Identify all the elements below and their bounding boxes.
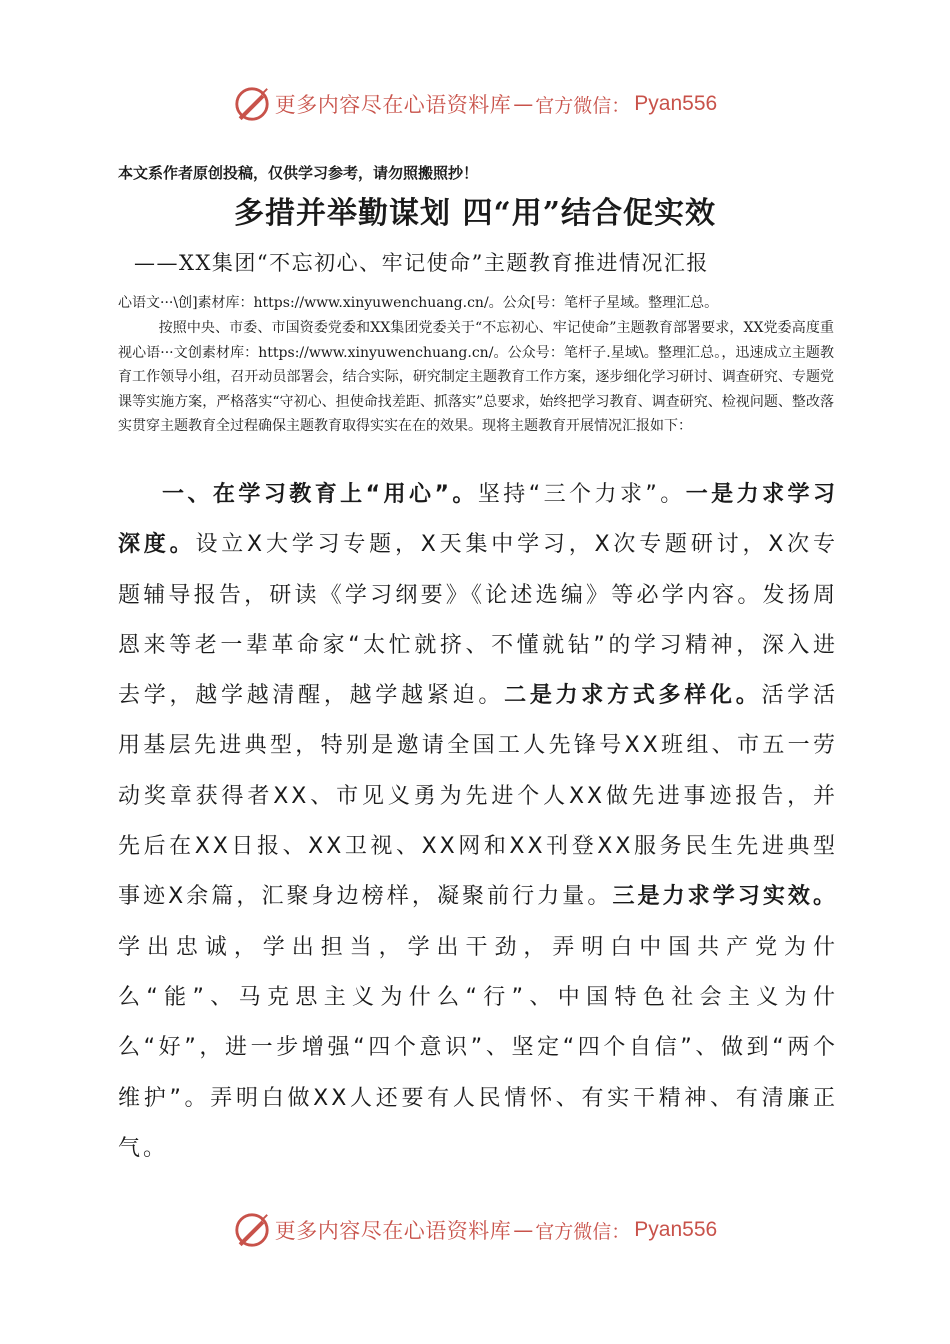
intro-paragraph: 按照中央、市委、市国资委党委和XX集团党委关于“不忘初心、牢记使命”主题教育部署要求，XX党委高度重视心语···文创素材库：https://www.xinyuwenchuang.cn/。公众号：笔杆子.星域\。整理汇总。，迅速成立主题教育工作领导小组，召开动员部署会，结合实际，研究制定主题教育工作方案，逐步细化学习研讨、调查研究、专题党课等实施方案，严格落实“守初心、担使命找差距、抓落实”总要求，始终把学习教育、调查研究、检视问题、整改落实贯穿主题教育全过程确保主题教育取得实实在在的效果。现将主题教育开展情况汇报如下： [118, 320, 834, 435]
point-1-text: 设立X大学习专题，X天集中学习，X次专题研讨，X次专题辅导报告，研读《学习纲要》《论述选编》等必学内容。发扬周恩来等老一辈革命家“太忙就挤、不懂就钻”的学习精神，深入进去学，越学越清醒，越学越紧迫。 [118, 532, 838, 709]
point-3-text: 学出忠诚，学出担当，学出干劲，弄明白中国共产党为什么“能”、马克思主义为什么“行”、中国特色社会主义为什么“好”，进一步增强“四个意识”、坚定“四个自信”、做到“两个维护”。弄明白做XX人还要有人民情怀、有实干精神、有清廉正气。 [118, 934, 838, 1161]
copyright-notice: 本文系作者原创投稿，仅供学习参考，请勿照搬照抄！ [118, 164, 479, 182]
banner-text: 更多内容尽在心语资料库 [274, 93, 512, 117]
point-3-label: 三是力求学习实效。 [612, 884, 838, 910]
section-1-paragraph [118, 470, 838, 1174]
footer-banner-text: 更多内容尽在心语资料库 [274, 1219, 512, 1243]
banner-wechat-id: Pyan556 [634, 92, 718, 115]
footer-banner-wechat-id: Pyan556 [634, 1218, 718, 1241]
point-2-label: 二是力求方式多样化。 [504, 683, 762, 709]
banner-dash: — [513, 92, 534, 116]
document-subtitle: ——XX集团“不忘初心、牢记使命”主题教育推进情况汇报 [134, 251, 709, 275]
banner-wechat-label: 官方微信： [535, 94, 631, 117]
pen-logo-icon [233, 1211, 271, 1249]
footer-banner-dash: — [513, 1218, 534, 1242]
header-banner [0, 84, 950, 124]
point-1-label: 一是力求学习深度。 [118, 482, 838, 558]
point-2-text: 活学活用基层先进典型，特别是邀请全国工人先锋号XX班组、市五一劳动奖章获得者XX、市见义勇为先进个人XX做先进事迹报告，并先后在XX日报、XX卫视、XX网和XX刊登XX服务民生先进典型事迹X余篇，汇聚身边榜样，凝聚前行力量。 [118, 683, 838, 910]
source-line: 心语文···\创]素材库：https://www.xinyuwenchuang.cn/。公众[号：笔杆子星域。整理汇总。 [118, 295, 719, 311]
section-1-lead: 坚持“三个力求”。 [477, 482, 686, 507]
pen-logo-icon [233, 85, 271, 123]
section-1-heading: 一、在学习教育上“用心”。 [162, 482, 478, 507]
footer-banner-wechat-label: 官方微信： [535, 1220, 631, 1243]
footer-banner [0, 1210, 950, 1250]
document-title: 多措并举勤谋划 四“用”结合促实效 [234, 196, 716, 231]
